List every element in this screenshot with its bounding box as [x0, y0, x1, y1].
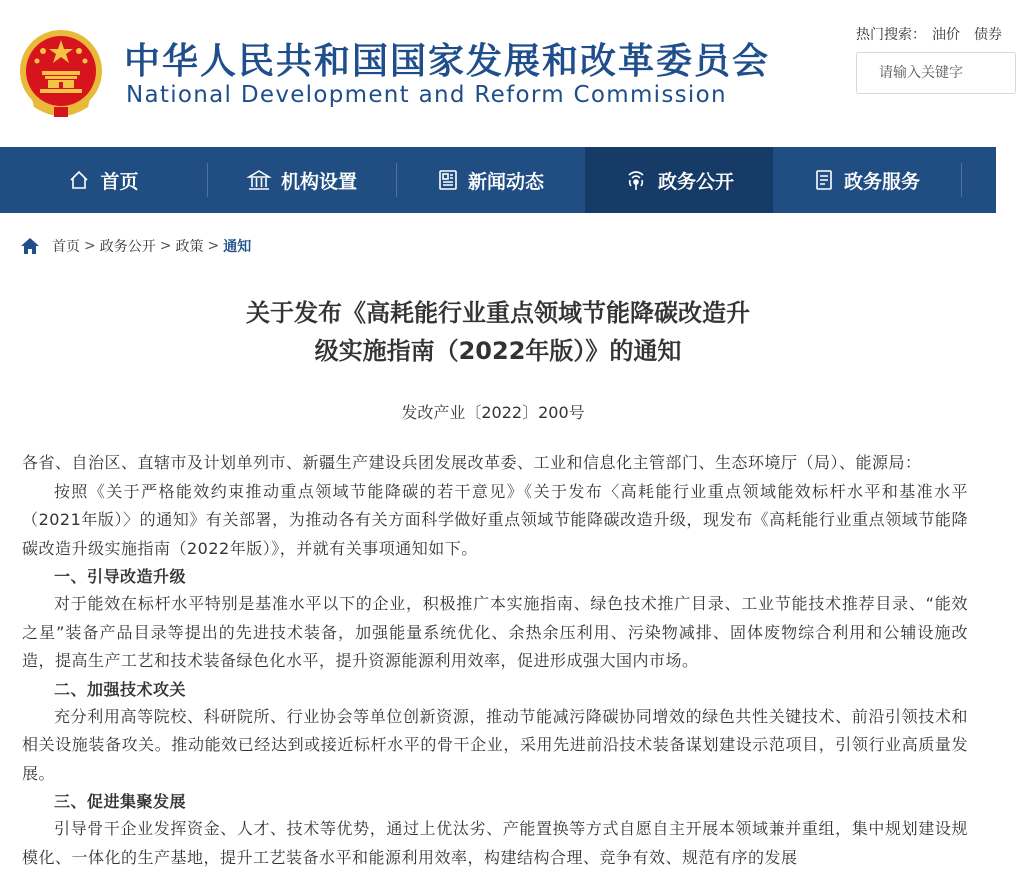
nav-item-label: 首页 — [100, 170, 139, 193]
home-icon — [68, 169, 90, 191]
hot-search-label: 热门搜索： — [856, 27, 926, 43]
breadcrumb-separator: > — [207, 238, 220, 254]
document-number: 发改产业〔2022〕200号 — [401, 403, 585, 422]
news-icon — [438, 169, 458, 191]
nav-divider — [961, 163, 962, 197]
hot-keyword-link[interactable]: 油价 — [932, 27, 960, 43]
broadcast-icon — [624, 169, 648, 191]
article-body — [22, 449, 968, 872]
section-heading: 一、引导改造升级 — [54, 567, 187, 586]
nav-item-organization[interactable] — [208, 147, 396, 213]
intro-paragraph: 按照《关于严格能效约束推动重点领域节能降碳的若干意见》《关于发布〈高耗能行业重点领域能效标杆水平和基准水平（2021年版）〉的通知》有关部署，为推动各有关方面科学做好重点领域节能降碳改造升级，现发布《高耗能行业重点领域节能降碳改造升级实施指南（2022年版）》，并就有关事项通知如下。 — [22, 481, 968, 558]
salutation: 各省、自治区、直辖市及计划单列市、新疆生产建设兵团发展改革委、工业和信息化主管部门、生态环境厅（局）、能源局： — [22, 453, 922, 472]
breadcrumb-current-link[interactable]: 通知 — [223, 239, 252, 255]
article-title-line: 关于发布《高耗能行业重点领域节能降碳改造升 — [246, 299, 750, 327]
breadcrumb-separator: > — [159, 238, 172, 254]
article-title-line: 级实施指南（2022年版）》的通知 — [314, 337, 682, 365]
section-paragraph: 充分利用高等院校、科研院所、行业协会等单位创新资源，推动节能减污降碳协同增效的绿色共性关键技术、前沿引领技术和相关设施装备攻关。推动能效已经达到或接近标杆水平的骨干企业，采用先进前沿技术装备谋划建设示范项目，引领行业高质量发展。 — [22, 706, 968, 783]
section-paragraph: 引导骨干企业发挥资金、人才、技术等优势，通过上优汰劣、产能置换等方式自愿自主开展本领域兼并重组，集中规划建设规模化、一体化的生产基地，提升工艺装备水平和能源利用效率，构建结构合理、竞争有效、规范有序的发展 — [22, 819, 968, 867]
site-name-chinese: 中华人民共和国国家发展和改革委员会 — [124, 41, 771, 82]
nav-item-government-affairs[interactable] — [585, 147, 773, 213]
nav-item-label: 政务公开 — [657, 170, 734, 193]
hot-search — [856, 24, 1002, 44]
site-header — [0, 0, 1002, 147]
main-nav — [0, 147, 996, 213]
document-icon — [814, 169, 834, 191]
breadcrumb-home-link[interactable]: 首页 — [52, 239, 80, 255]
nav-item-label: 新闻动态 — [467, 170, 544, 193]
section-heading: 三、促进集聚发展 — [54, 792, 187, 811]
breadcrumb-government-affairs-link[interactable]: 政务公开 — [99, 239, 156, 255]
national-emblem-logo[interactable] — [18, 27, 104, 119]
nav-item-label: 机构设置 — [280, 170, 357, 193]
nav-item-news[interactable] — [397, 147, 585, 213]
site-name-english: National Development and Reform Commission — [126, 82, 727, 108]
hot-keyword-link[interactable]: 债券 — [974, 27, 1002, 43]
nav-item-label: 政务服务 — [843, 170, 920, 193]
search-input[interactable] — [856, 52, 1016, 94]
breadcrumb — [20, 236, 251, 256]
breadcrumb-policy-link[interactable]: 政策 — [175, 239, 204, 255]
section-paragraph: 对于能效在标杆水平特别是基准水平以下的企业，积极推广本实施指南、绿色技术推广目录、工业节能技术推荐目录、“能效之星”装备产品目录等提出的先进技术装备，加强能量系统优化、余热余压利用、污染物减排、固体废物综合利用和公辅设施改造，提高生产工艺和技术装备绿色化水平，提升资源能源利用效率，促进形成强大国内市场。 — [22, 594, 968, 670]
breadcrumb-separator: > — [84, 238, 96, 254]
section-heading: 二、加强技术攻关 — [54, 679, 187, 699]
nav-item-government-services[interactable] — [773, 147, 961, 213]
nav-item-home[interactable] — [0, 147, 207, 213]
home-icon — [20, 237, 40, 255]
article-title — [0, 294, 996, 370]
building-icon — [247, 169, 271, 191]
